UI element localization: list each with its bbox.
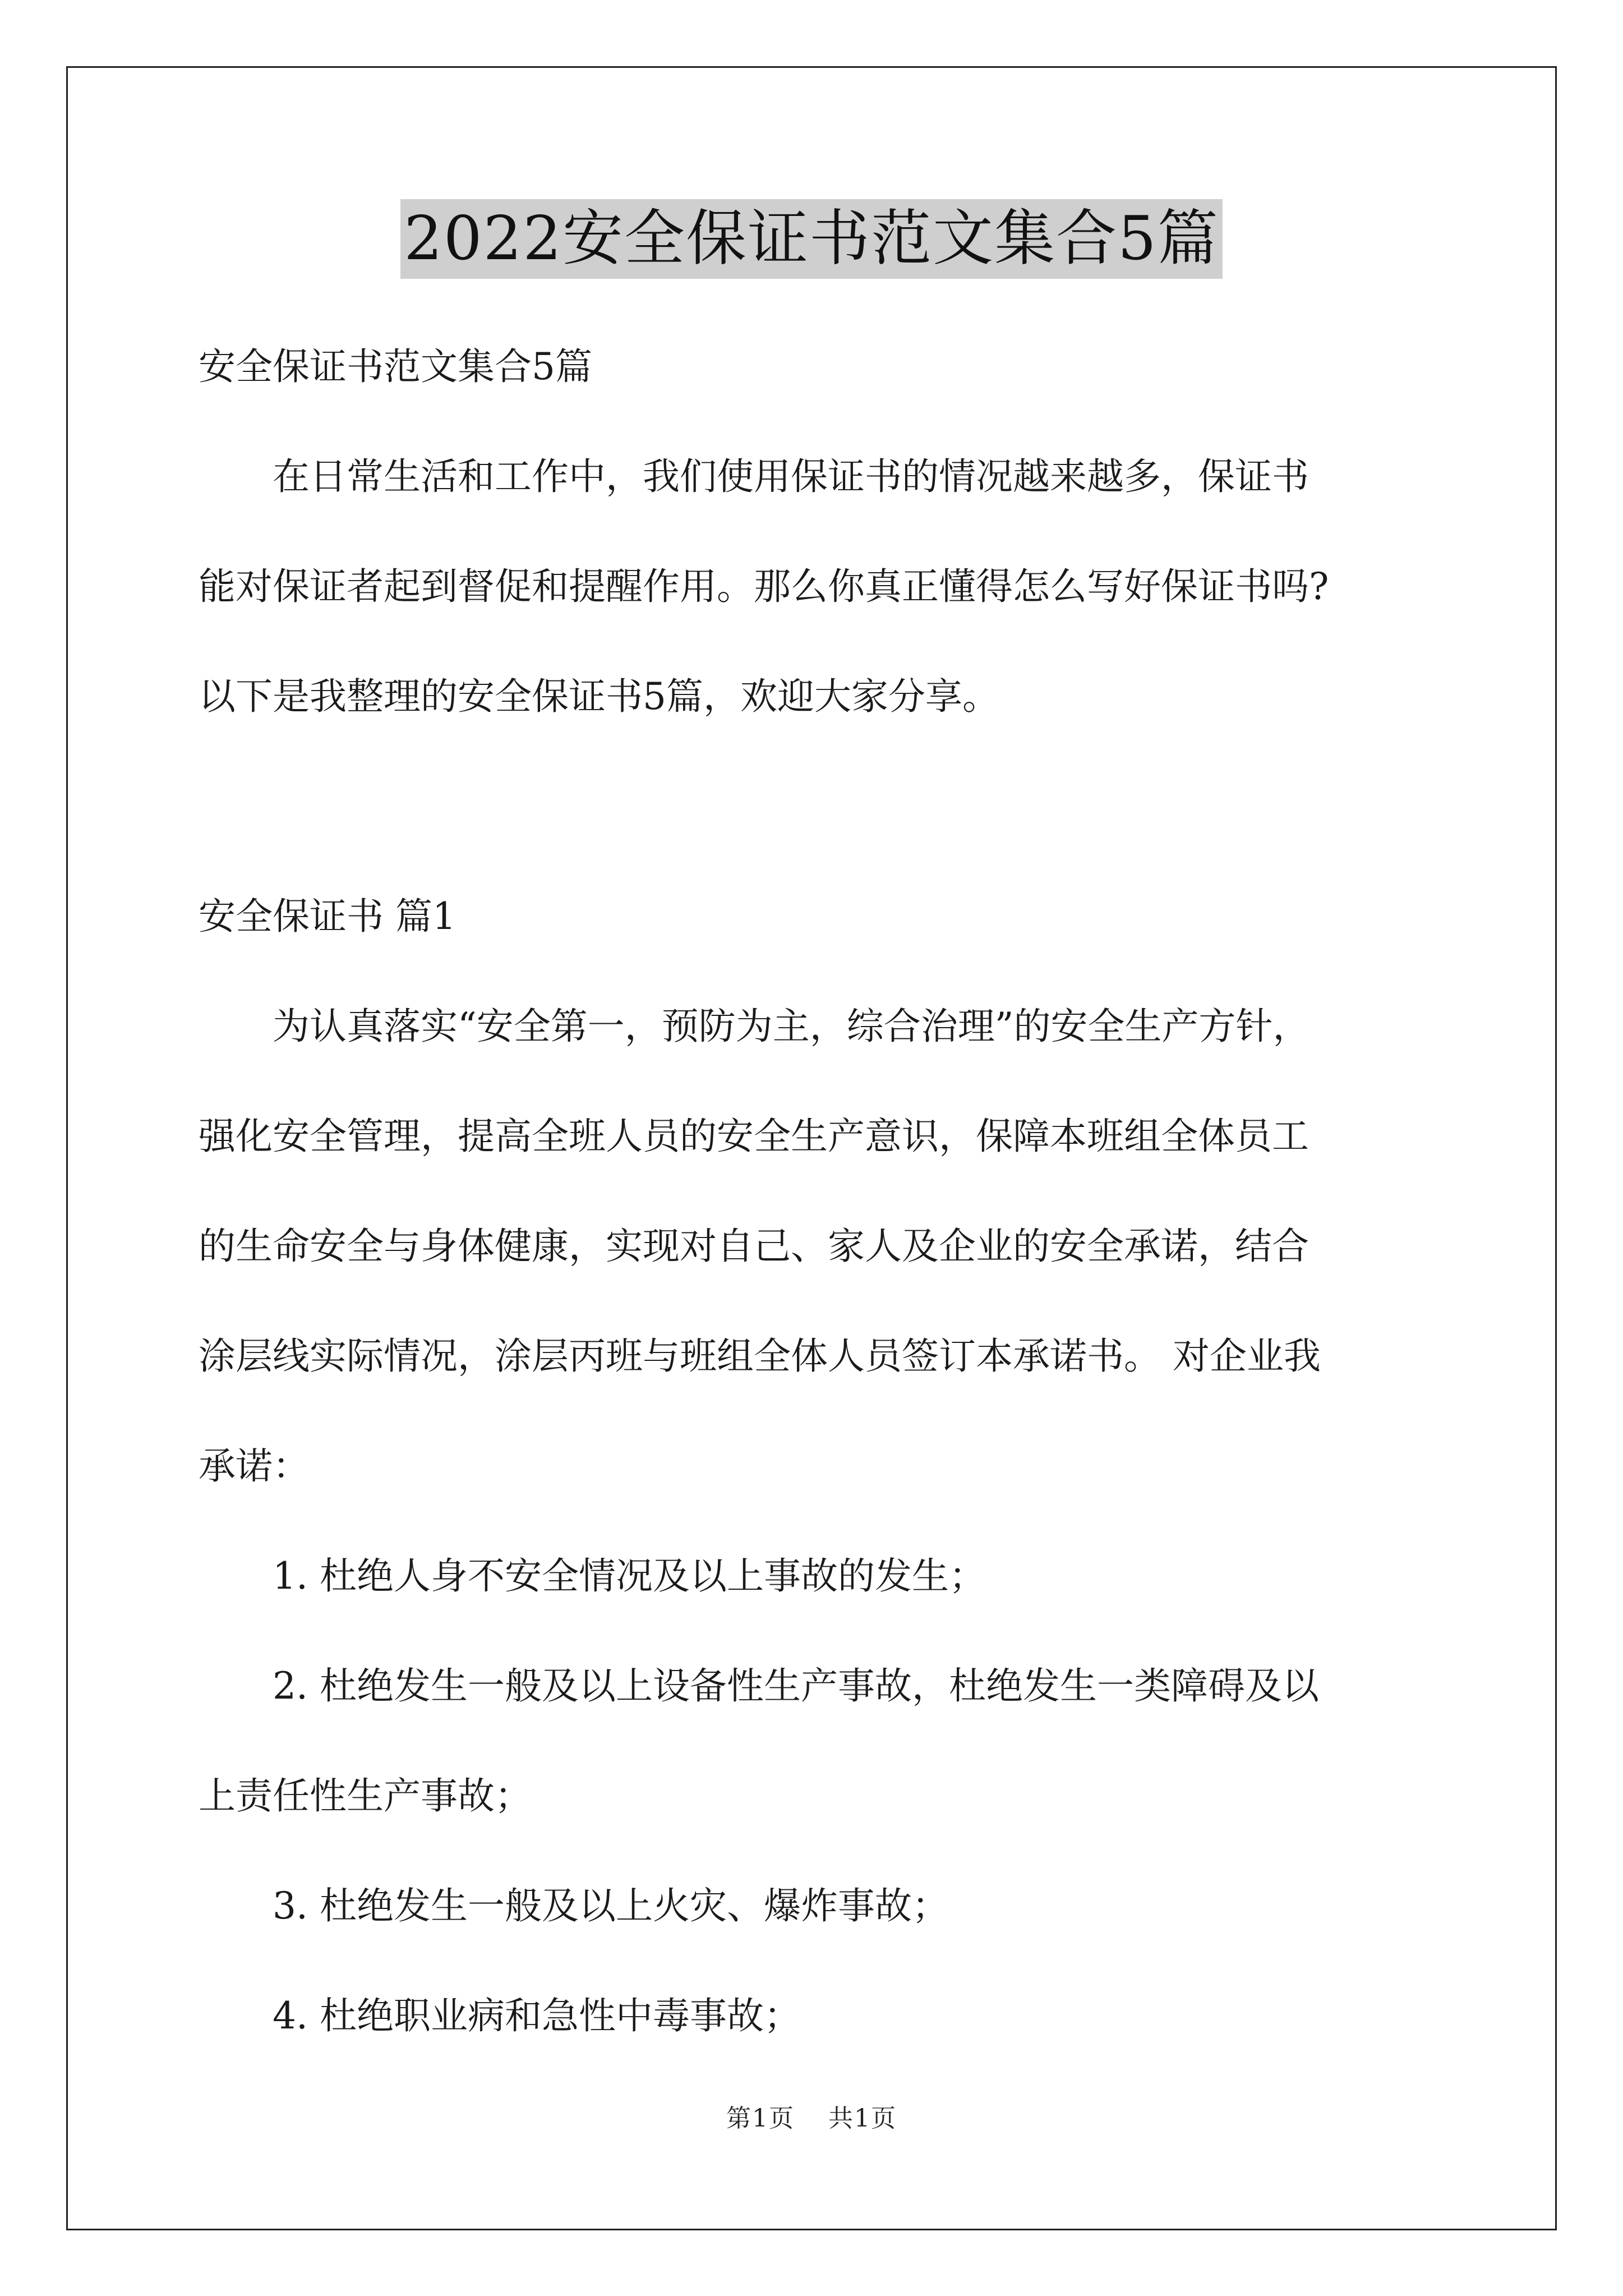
- spacer: [199, 752, 1427, 862]
- document-body: [199, 312, 1427, 2071]
- section-heading: 安全保证书 篇1: [199, 895, 456, 938]
- list-item: 3. 杜绝发生一般及以上火灾、爆炸事故；: [273, 1884, 949, 1927]
- subtitle-line: 安全保证书范文集合5篇: [199, 345, 592, 388]
- paragraph-line: 以下是我整理的安全保证书5篇，欢迎大家分享。: [199, 675, 999, 718]
- page-footer: [0, 2098, 1623, 2134]
- paragraph-line: 承诺：: [199, 1444, 310, 1488]
- page-total: 共1页: [828, 2104, 897, 2133]
- paragraph-line: 强化安全管理，提高全班人员的安全生产意识，保障本班组全体员工: [199, 1115, 1309, 1158]
- page-number: 第1页: [726, 2104, 795, 2133]
- paragraph-line: 涂层线实际情况，涂层丙班与班组全体人员签订本承诺书。 对企业我: [199, 1335, 1321, 1378]
- document-title: 2022安全保证书范文集合5篇: [400, 199, 1223, 279]
- paragraph-line: 能对保证者起到督促和提醒作用。那么你真正懂得怎么写好保证书吗?: [199, 565, 1329, 608]
- list-item-continuation: 上责任性生产事故；: [199, 1774, 532, 1818]
- list-item: 2. 杜绝发生一般及以上设备性生产事故，杜绝发生一类障碍及以: [273, 1664, 1319, 1708]
- list-item: 4. 杜绝职业病和急性中毒事故；: [273, 1994, 801, 2037]
- list-item: 1. 杜绝人身不安全情况及以上事故的发生；: [273, 1554, 986, 1598]
- paragraph-line: 在日常生活和工作中，我们使用保证书的情况越来越多，保证书: [273, 455, 1309, 498]
- title-container: [0, 199, 1623, 279]
- paragraph-line: 为认真落实“安全第一，预防为主，综合治理”的安全生产方针，: [273, 1005, 1310, 1048]
- paragraph-line: 的生命安全与身体健康，实现对自己、家人及企业的安全承诺，结合: [199, 1225, 1309, 1268]
